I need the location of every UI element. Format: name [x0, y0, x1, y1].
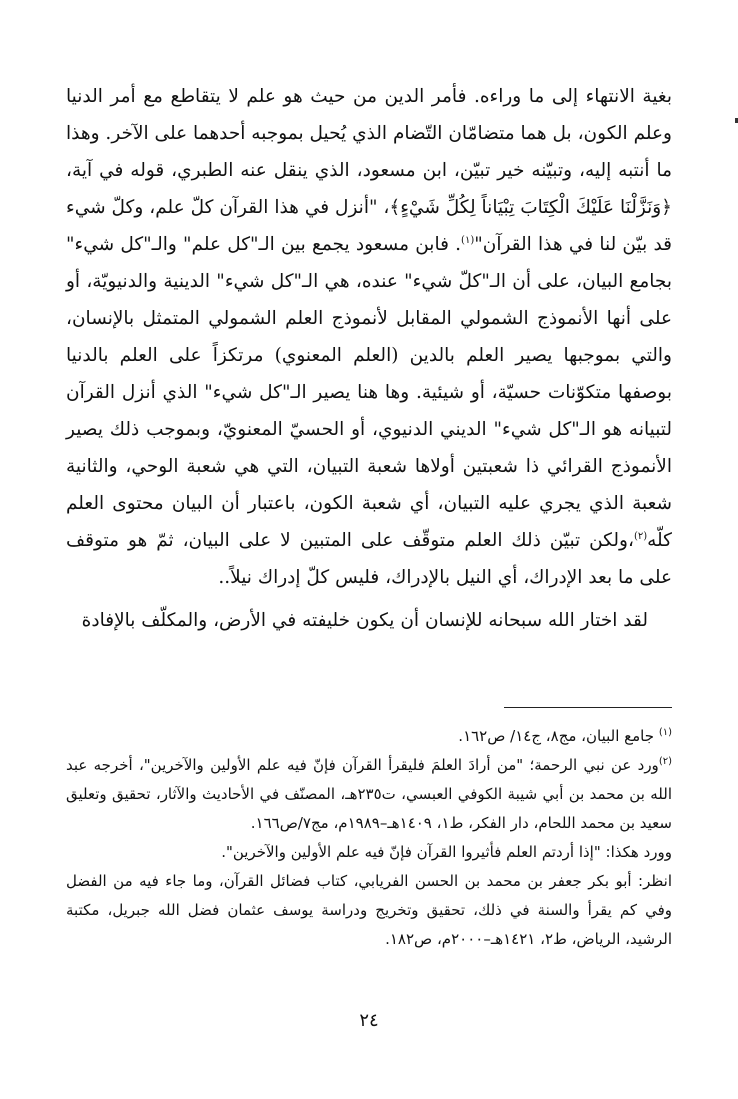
footnote-ref-1: (١) [461, 234, 475, 246]
footnote-separator [504, 707, 672, 708]
footnotes [66, 722, 672, 954]
footnote-2-continuation: وورد هكذا: "إذا أردتم العلم فأثيروا القرآن فإنّ فيه علم الأولين والآخرين". [221, 843, 672, 861]
body-paragraph-2: لقد اختار الله سبحانه للإنسان أن يكون خليفته في الأرض، والمكلّف بالإفادة [81, 610, 648, 631]
footnote-ref-2: (٢) [633, 530, 648, 542]
main-text [66, 78, 672, 639]
body-paragraph-1: بغية الانتهاء إلى ما وراءه. فأمر الدين من حيث هو علم لا يتقاطع مع أمر الدنيا وعلم الكون، بل هما متضامّان التّضام الذي يُحيل بموجبه أحدهما على الآخر. وهذا ما أنتبه إليه، وتبيّنه خير تبيّن، ابن مسعود، الذي ينقل عنه الطبري، قوله في آية، ﴿وَنَزَّلْنَا عَلَيْكَ الْكِتَابَ تِبْيَاناً لِكُلِّ شَيْءٍ﴾، "أنزل في هذا القرآن كلّ علم، وكلّ شيء قد بيّن لنا في هذا القرآن"$^{(١)}$. فابن مسعود يجمع بين الـ"كل علم" والـ"كل شيء" بجامع البيان، على أن الـ"كلّ شيء" عنده، هي الـ"كل شيء" الدينية والدنيويّة، أو على أنها الأنموذج الشمولي المقابل لأنموذج العلم الشمولي المتمثل بالإنسان، والتي بموجبها يصير العلم بالدين (العلم المعنوي) مرتكزاً على العلم بالدنيا بوصفها متكوّنات حسيّة، أو شيئية. وها هنا يصير الـ"كل شيء" الذي أنزل القرآن لتبيانه هو الـ"كل شيء" الديني الدنيوي، أو الحسيّ المعنويّ، وبموجب ذلك يصير الأنموذج القرائي ذا شعبتين أولاها شعبة التبيان، التي هي شعبة الوحي، والثانية شعبة الذي يجري عليه التبيان، أي شعبة الكون، باعتبار أن البيان محتوى العلم كلّه$^{(٢)}$،ولكن تبيّن ذلك العلم متوقّف على المتبين لا على البيان، ثمّ هو متوقف على ما بعد الإدراك، أي النيل بالإدراك، فليس كلّ إدراك نيلاً.. [66, 86, 673, 588]
footnote-2: $^{(٢)}$ورد عن نبي الرحمة؛ "من أرادَ العلمَ فليقرأ القرآن فإنّ فيه علم الأولين والآخرين"، أخرجه عبد الله بن محمد بن أبي شيبة الكوفي العبسي، ت٢٣٥هـ، المصنّف في الأحاديث والآثار، تحقيق وتعليق سعيد بن محمد اللحام، دار الفكر، ط١، ١٤٠٩هـ–١٩٨٩م، مج٧/ص١٦٦. [66, 756, 672, 832]
footnote-2-reference: انظر: أبو بكر جعفر بن محمد بن الحسن الفريابي، كتاب فضائل القرآن، وما جاء فيه من الفضل وفي كم يقرأ والسنة في ذلك، تحقيق وتخريج ودراسة يوسف عثمان فضل الله جبريل، مكتبة الرشيد، الرياض، ط٢، ١٤٢١هـ–٢٠٠٠م، ص١٨٢. [66, 872, 672, 948]
page-number: ٢٤ [359, 1010, 379, 1031]
footnote-1-mark: (١) [658, 727, 672, 738]
footnote-2-mark: (٢) [658, 756, 672, 767]
footnote-1: $^{(١)}$ جامع البيان، مج٨، ج١٤/ ص١٦٢. [458, 727, 672, 745]
